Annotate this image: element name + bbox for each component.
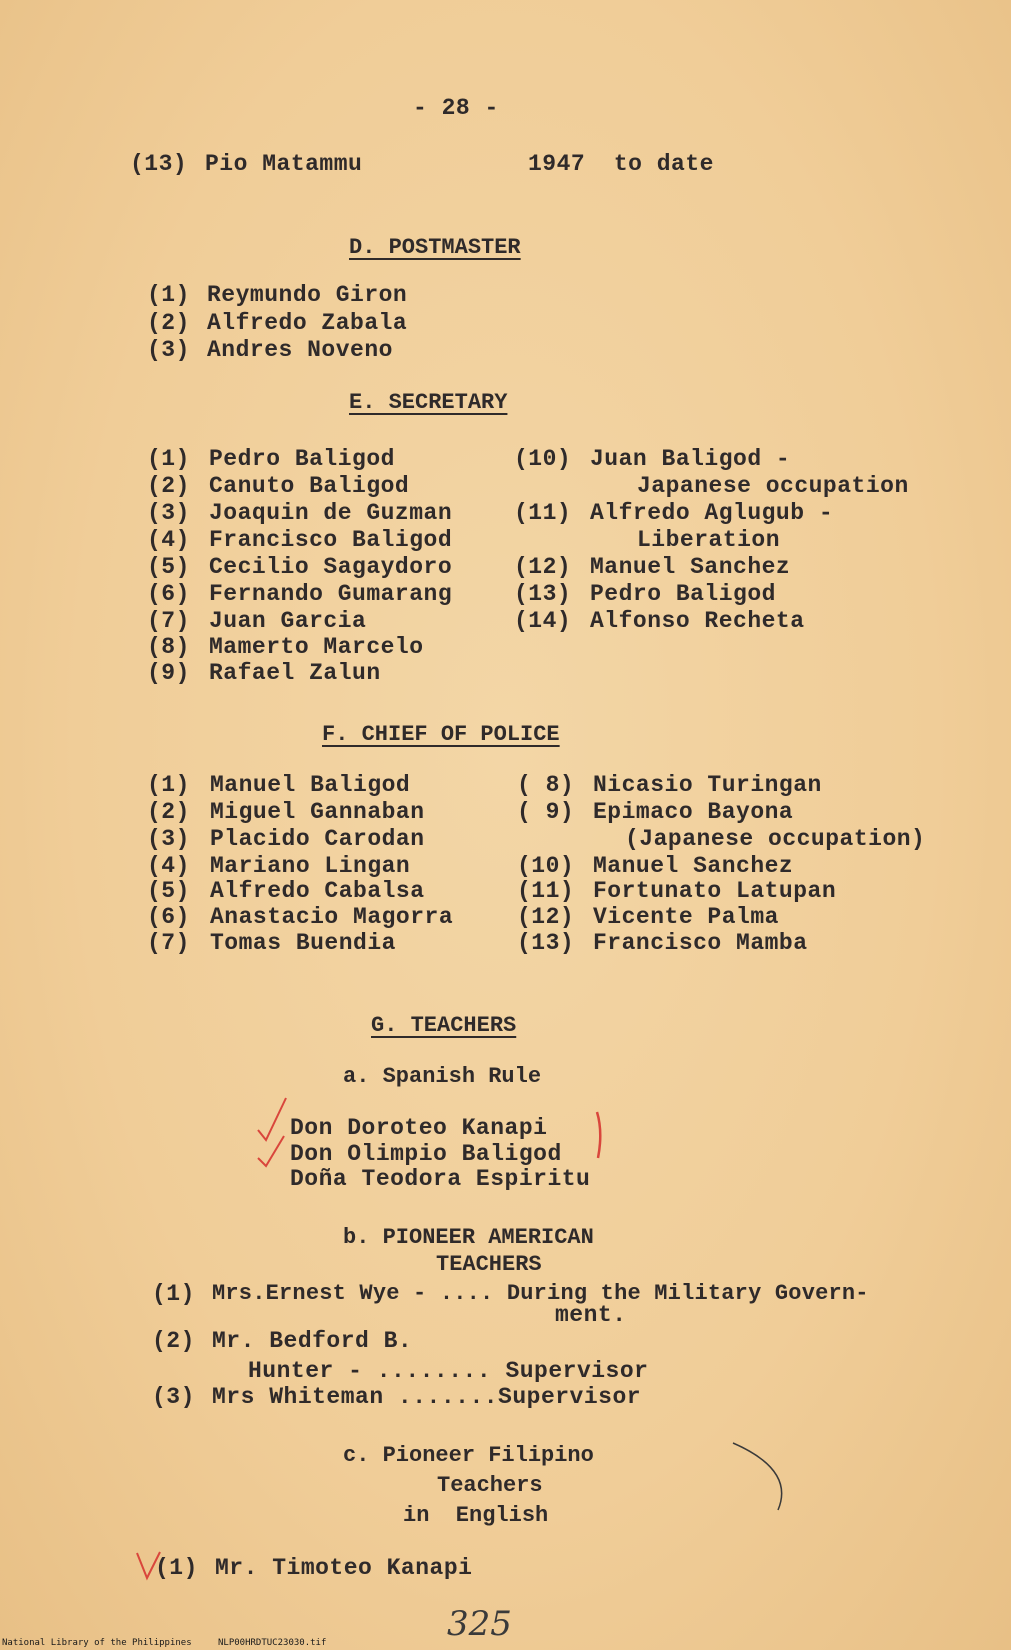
- list-number: (4): [147, 853, 190, 879]
- list-item-name: Tomas Buendia: [210, 930, 396, 956]
- section-heading-police: F. CHIEF OF POLICE: [322, 722, 560, 747]
- list-item-name: Manuel Sanchez: [593, 853, 794, 879]
- list-number: (13): [130, 151, 188, 177]
- list-number: (2): [147, 310, 190, 336]
- list-number: (3): [152, 1384, 195, 1410]
- list-number: (3): [147, 826, 190, 852]
- list-item-name: Alfonso Recheta: [590, 608, 805, 634]
- list-item-note: Liberation: [637, 527, 781, 553]
- page-number: - 28 -: [413, 95, 499, 121]
- list-number: (10): [517, 853, 575, 879]
- list-item-name: Don Olimpio Baligod: [290, 1141, 562, 1167]
- list-number: (1): [147, 282, 190, 308]
- list-number: (6): [147, 581, 190, 607]
- list-item-name: Miguel Gannaban: [210, 799, 425, 825]
- list-item-name: Pio Matammu: [205, 151, 363, 177]
- list-item-note: (Japanese occupation): [625, 826, 926, 852]
- list-item-name: Alfredo Aglugub -: [590, 500, 834, 526]
- list-number: (1): [155, 1555, 198, 1581]
- list-item-note: Hunter - ........ Supervisor: [248, 1358, 649, 1384]
- section-heading-secretary: E. SECRETARY: [349, 390, 508, 415]
- list-number: (2): [147, 799, 190, 825]
- list-number: (5): [147, 554, 190, 580]
- list-number: (11): [514, 500, 572, 526]
- list-number: (2): [147, 473, 190, 499]
- check-mark-icon: [258, 1136, 284, 1166]
- subsection-title-filipino-2: Teachers: [437, 1473, 543, 1498]
- list-item-name: Pedro Baligod: [590, 581, 776, 607]
- list-number: (6): [147, 904, 190, 930]
- handwritten-page-number: 325: [447, 1604, 512, 1644]
- list-item-name: Mrs.Ernest Wye - .... During the Military Govern-: [212, 1281, 869, 1306]
- list-item-name: Reymundo Giron: [207, 282, 408, 308]
- list-number: (12): [517, 904, 575, 930]
- subsection-title-filipino: c. Pioneer Filipino: [343, 1443, 594, 1468]
- subsection-title-filipino-3: in English: [403, 1503, 549, 1528]
- list-item-name: Canuto Baligod: [209, 473, 410, 499]
- list-item-name: Mrs Whiteman .......Supervisor: [212, 1384, 642, 1410]
- list-number: (8): [147, 634, 190, 660]
- subsection-title-spanish: a. Spanish Rule: [343, 1064, 542, 1089]
- list-number: ( 9): [517, 799, 575, 825]
- list-item-name: Pedro Baligod: [209, 446, 395, 472]
- list-item-years: 1947 to date: [528, 151, 714, 177]
- list-item-name: Mariano Lingan: [210, 853, 411, 879]
- list-number: (1): [147, 446, 190, 472]
- check-mark-icon: [137, 1552, 160, 1578]
- list-number: (1): [152, 1281, 195, 1307]
- list-number: (10): [514, 446, 572, 472]
- list-item-name: Manuel Sanchez: [590, 554, 791, 580]
- list-item-name: Fernando Gumarang: [209, 581, 453, 607]
- section-heading-postmaster: D. POSTMASTER: [349, 235, 521, 260]
- list-number: (14): [514, 608, 572, 634]
- list-item-name: Francisco Baligod: [209, 527, 453, 553]
- list-number: (7): [147, 930, 190, 956]
- subsection-title-american: b. PIONEER AMERICAN: [343, 1225, 594, 1250]
- list-number: (1): [147, 772, 190, 798]
- list-item-name: Placido Carodan: [210, 826, 425, 852]
- list-item-name: Fortunato Latupan: [593, 878, 837, 904]
- list-item-name: Manuel Baligod: [210, 772, 411, 798]
- footer-filename: NLP00HRDTUC23030.tif: [218, 1638, 327, 1648]
- list-item-name: Juan Baligod -: [590, 446, 791, 472]
- list-item-name: Anastacio Magorra: [210, 904, 454, 930]
- subsection-title-american-2: TEACHERS: [436, 1252, 542, 1277]
- list-item-name: Alfredo Zabala: [207, 310, 408, 336]
- list-item-name: Juan Garcia: [209, 608, 367, 634]
- list-number: ( 8): [517, 772, 575, 798]
- list-item-note: ment.: [555, 1302, 627, 1328]
- list-item-name: Francisco Mamba: [593, 930, 808, 956]
- list-item-name: Vicente Palma: [593, 904, 779, 930]
- bracket-mark-icon: [597, 1112, 600, 1158]
- pencil-stroke-icon: [733, 1443, 782, 1510]
- list-number: (2): [152, 1328, 195, 1354]
- list-number: (3): [147, 337, 190, 363]
- list-number: (5): [147, 878, 190, 904]
- footer-library: National Library of the Philippines: [2, 1638, 192, 1648]
- list-item-name: Joaquin de Guzman: [209, 500, 453, 526]
- list-item-name: Cecilio Sagaydoro: [209, 554, 453, 580]
- list-item-name: Mr. Bedford B.: [212, 1328, 413, 1354]
- list-item-name: Rafael Zalun: [209, 660, 381, 686]
- list-item-name: Andres Noveno: [207, 337, 393, 363]
- list-number: (13): [517, 930, 575, 956]
- list-number: (9): [147, 660, 190, 686]
- list-number: (12): [514, 554, 572, 580]
- list-number: (7): [147, 608, 190, 634]
- list-item-name: Epimaco Bayona: [593, 799, 794, 825]
- list-number: (3): [147, 500, 190, 526]
- list-item-name: Doña Teodora Espiritu: [290, 1166, 591, 1192]
- list-item-name: Mamerto Marcelo: [209, 634, 424, 660]
- list-item-name: Don Doroteo Kanapi: [290, 1115, 548, 1141]
- list-item-name: Alfredo Cabalsa: [210, 878, 425, 904]
- list-item-name: Nicasio Turingan: [593, 772, 822, 798]
- list-item-name: Mr. Timoteo Kanapi: [215, 1555, 473, 1581]
- list-item-note: Japanese occupation: [637, 473, 909, 499]
- section-heading-teachers: G. TEACHERS: [371, 1013, 517, 1038]
- check-mark-icon: [258, 1098, 286, 1140]
- list-number: (11): [517, 878, 575, 904]
- list-number: (13): [514, 581, 572, 607]
- list-number: (4): [147, 527, 190, 553]
